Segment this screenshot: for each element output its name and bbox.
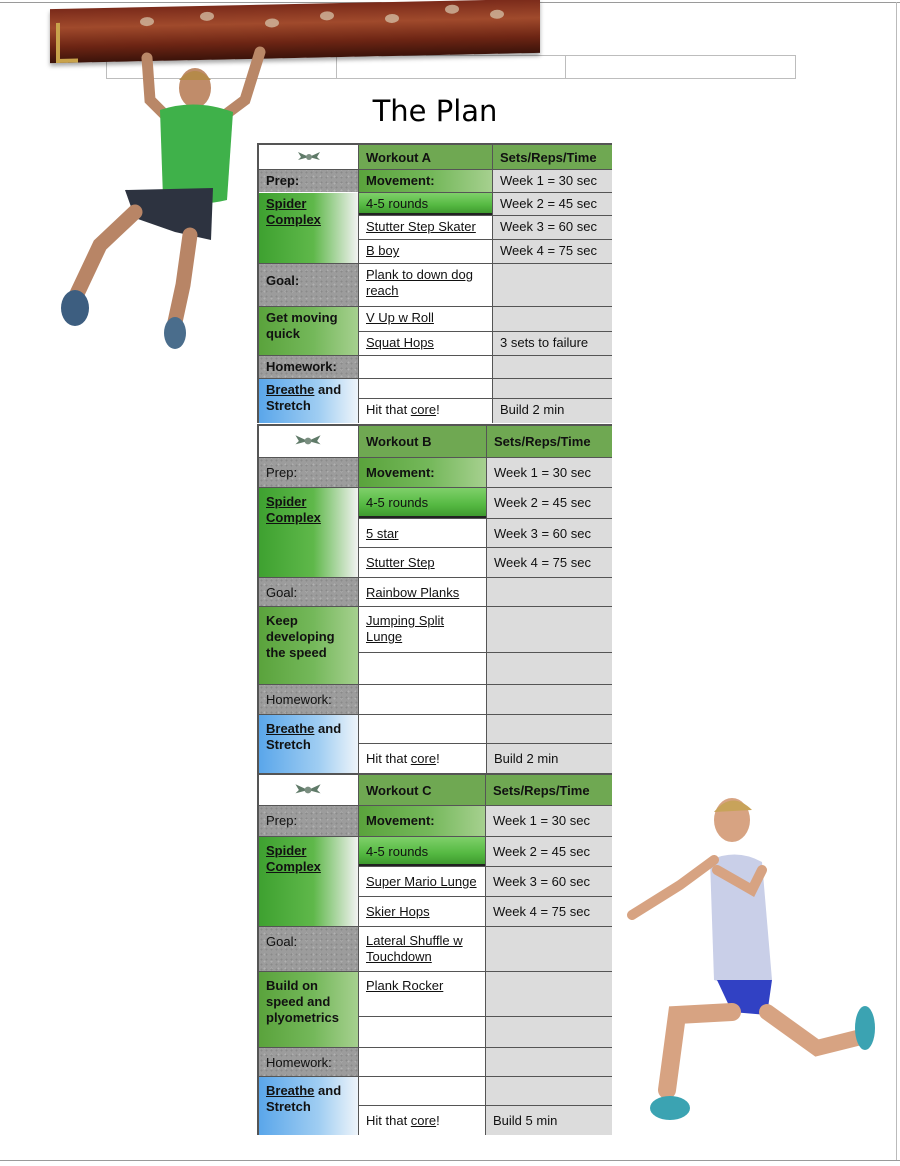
empty-cell xyxy=(359,1017,485,1047)
logo-cell xyxy=(259,775,358,805)
core-cell xyxy=(359,1106,485,1135)
workout-table-a xyxy=(257,143,612,423)
set-week3: Week 3 = 60 sec xyxy=(487,519,612,547)
empty-cell xyxy=(486,972,612,1016)
set-week4: Week 4 = 75 sec xyxy=(493,240,612,263)
goal-label: Goal: xyxy=(259,927,358,971)
core-suffix: ! xyxy=(436,751,440,766)
core-prefix: Hit that xyxy=(366,1113,411,1128)
move-link[interactable]: V Up w Roll xyxy=(359,307,492,331)
empty-cell xyxy=(359,1048,485,1076)
climbing-hold xyxy=(265,18,279,27)
move-link[interactable]: 5 star xyxy=(359,519,486,547)
workout-table-b xyxy=(257,424,612,773)
empty-cell xyxy=(493,379,612,398)
stretch-label: Stretch xyxy=(266,737,311,752)
empty-cell xyxy=(493,356,612,378)
move-link[interactable]: Plank Rocker xyxy=(359,972,485,1016)
workout-header: Workout A xyxy=(359,145,492,169)
empty-cell xyxy=(359,685,486,714)
homework-label: Homework: xyxy=(259,1048,358,1076)
workout-table-c xyxy=(257,773,612,1135)
breathe-and: and xyxy=(314,1083,342,1098)
warmup-cell xyxy=(259,837,358,926)
breathe-link[interactable]: Breathe xyxy=(266,721,315,736)
breathe-cell xyxy=(259,379,358,423)
breathe-link[interactable]: Breathe xyxy=(266,382,315,397)
warmup-cell xyxy=(259,193,358,263)
core-prefix: Hit that xyxy=(366,751,411,766)
warmup-link[interactable]: Spider xyxy=(266,843,307,858)
goal-text: Get moving quick xyxy=(259,307,358,355)
set-week3: Week 3 = 60 sec xyxy=(493,216,612,239)
climbing-hold xyxy=(140,17,154,26)
sets-header: Sets/Reps/Time xyxy=(493,145,612,169)
climbing-hold xyxy=(385,14,399,23)
core-link[interactable]: core xyxy=(410,402,437,417)
breathe-cell xyxy=(259,715,358,773)
page-title: The Plan xyxy=(372,94,498,128)
core-link[interactable]: core xyxy=(410,751,437,766)
build-cell: Build 2 min xyxy=(493,399,612,423)
workout-header: Workout B xyxy=(359,426,486,457)
winged-emblem-icon xyxy=(293,782,323,798)
stretch-label: Stretch xyxy=(266,398,311,413)
core-cell xyxy=(359,744,486,773)
move-link[interactable]: Super Mario Lunge xyxy=(359,867,485,896)
climbing-hold xyxy=(320,11,334,20)
build-cell: Build 2 min xyxy=(487,744,612,773)
empty-cell xyxy=(493,264,612,306)
empty-cell xyxy=(359,1077,485,1105)
breathe-link[interactable]: Breathe xyxy=(266,1083,315,1098)
movement-label: Movement: xyxy=(359,458,486,487)
empty-cell xyxy=(359,379,492,398)
empty-cell xyxy=(487,607,612,652)
core-suffix: ! xyxy=(436,402,440,417)
workout-header: Workout C xyxy=(359,775,485,805)
empty-cell xyxy=(486,1048,612,1076)
core-prefix: Hit that xyxy=(366,402,411,417)
warmup-link-2[interactable]: Complex xyxy=(266,510,321,525)
rounds-cell: 4-5 rounds xyxy=(359,837,485,866)
empty-cell xyxy=(486,1077,612,1105)
set-week4: Week 4 = 75 sec xyxy=(486,897,612,926)
set-week4: Week 4 = 75 sec xyxy=(487,548,612,577)
prep-label: Prep: xyxy=(259,170,358,192)
empty-cell xyxy=(487,578,612,606)
move-link[interactable]: Stutter Step xyxy=(359,548,486,577)
empty-cell xyxy=(487,715,612,743)
winged-emblem-icon xyxy=(293,433,323,449)
page-edge-right xyxy=(896,2,897,1161)
climbing-hold xyxy=(445,5,459,14)
set-week2: Week 2 = 45 sec xyxy=(493,193,612,215)
empty-cell xyxy=(487,685,612,714)
build-cell: Build 5 min xyxy=(486,1106,612,1135)
empty-cell xyxy=(487,653,612,684)
set-week1: Week 1 = 30 sec xyxy=(486,806,612,836)
warmup-link-2[interactable]: Complex xyxy=(266,212,321,227)
set-week1: Week 1 = 30 sec xyxy=(487,458,612,487)
core-link[interactable]: core xyxy=(410,1113,437,1128)
sets-header: Sets/Reps/Time xyxy=(487,426,612,457)
logo-cell xyxy=(259,145,358,169)
warmup-cell xyxy=(259,488,358,577)
set-week1: Week 1 = 30 sec xyxy=(493,170,612,192)
prep-label: Prep: xyxy=(259,458,358,487)
goal-text: Build on speed and plyometrics xyxy=(259,972,358,1047)
breathe-and: and xyxy=(314,382,342,397)
header-box xyxy=(566,56,795,78)
empty-cell xyxy=(486,1017,612,1047)
movement-label: Movement: xyxy=(359,170,492,192)
empty-cell xyxy=(486,927,612,971)
rounds-cell: 4-5 rounds xyxy=(359,193,492,215)
hanging-athlete-image xyxy=(55,40,275,360)
warmup-link[interactable]: Spider xyxy=(266,196,307,211)
move-link[interactable]: Skier Hops xyxy=(359,897,485,926)
goal-label: Goal: xyxy=(259,578,358,606)
stretch-label: Stretch xyxy=(266,1099,311,1114)
sets-header: Sets/Reps/Time xyxy=(486,775,612,805)
prep-label: Prep: xyxy=(259,806,358,836)
move-link[interactable]: Lateral Shuffle w Touchdown xyxy=(359,927,485,971)
header-box xyxy=(337,56,567,78)
empty-cell xyxy=(359,356,492,378)
set-week2: Week 2 = 45 sec xyxy=(487,488,612,518)
move-link[interactable]: Rainbow Planks xyxy=(359,578,486,606)
logo-cell xyxy=(259,426,358,457)
empty-cell xyxy=(493,307,612,331)
breathe-and: and xyxy=(314,721,342,736)
set-week2: Week 2 = 45 sec xyxy=(486,837,612,866)
movement-label: Movement: xyxy=(359,806,485,836)
empty-cell xyxy=(359,653,486,684)
move-link[interactable]: Plank to down dog reach xyxy=(359,264,492,306)
move-link[interactable]: Stutter Step Skater xyxy=(359,216,492,239)
set-week3: Week 3 = 60 sec xyxy=(486,867,612,896)
climbing-hold xyxy=(200,12,214,21)
homework-label: Homework: xyxy=(259,685,358,714)
core-cell xyxy=(359,399,492,423)
empty-cell xyxy=(359,715,486,743)
lunging-athlete-image xyxy=(622,790,882,1150)
breathe-cell xyxy=(259,1077,358,1135)
rounds-cell: 4-5 rounds xyxy=(359,488,486,518)
goal-label: Goal: xyxy=(259,264,358,306)
climbing-hold xyxy=(490,10,504,19)
page-edge-bottom xyxy=(0,1160,900,1161)
move-link[interactable]: Jumping Split Lunge xyxy=(359,607,486,652)
warmup-link[interactable]: Spider xyxy=(266,494,307,509)
move-link[interactable]: B boy xyxy=(359,240,492,263)
homework-label: Homework: xyxy=(259,356,358,378)
warmup-link-2[interactable]: Complex xyxy=(266,859,321,874)
goal-text: Keep developing the speed xyxy=(259,607,358,684)
core-suffix: ! xyxy=(436,1113,440,1128)
set-failure: 3 sets to failure xyxy=(493,332,612,355)
move-link[interactable]: Squat Hops xyxy=(359,332,492,355)
winged-emblem-icon xyxy=(296,150,322,164)
